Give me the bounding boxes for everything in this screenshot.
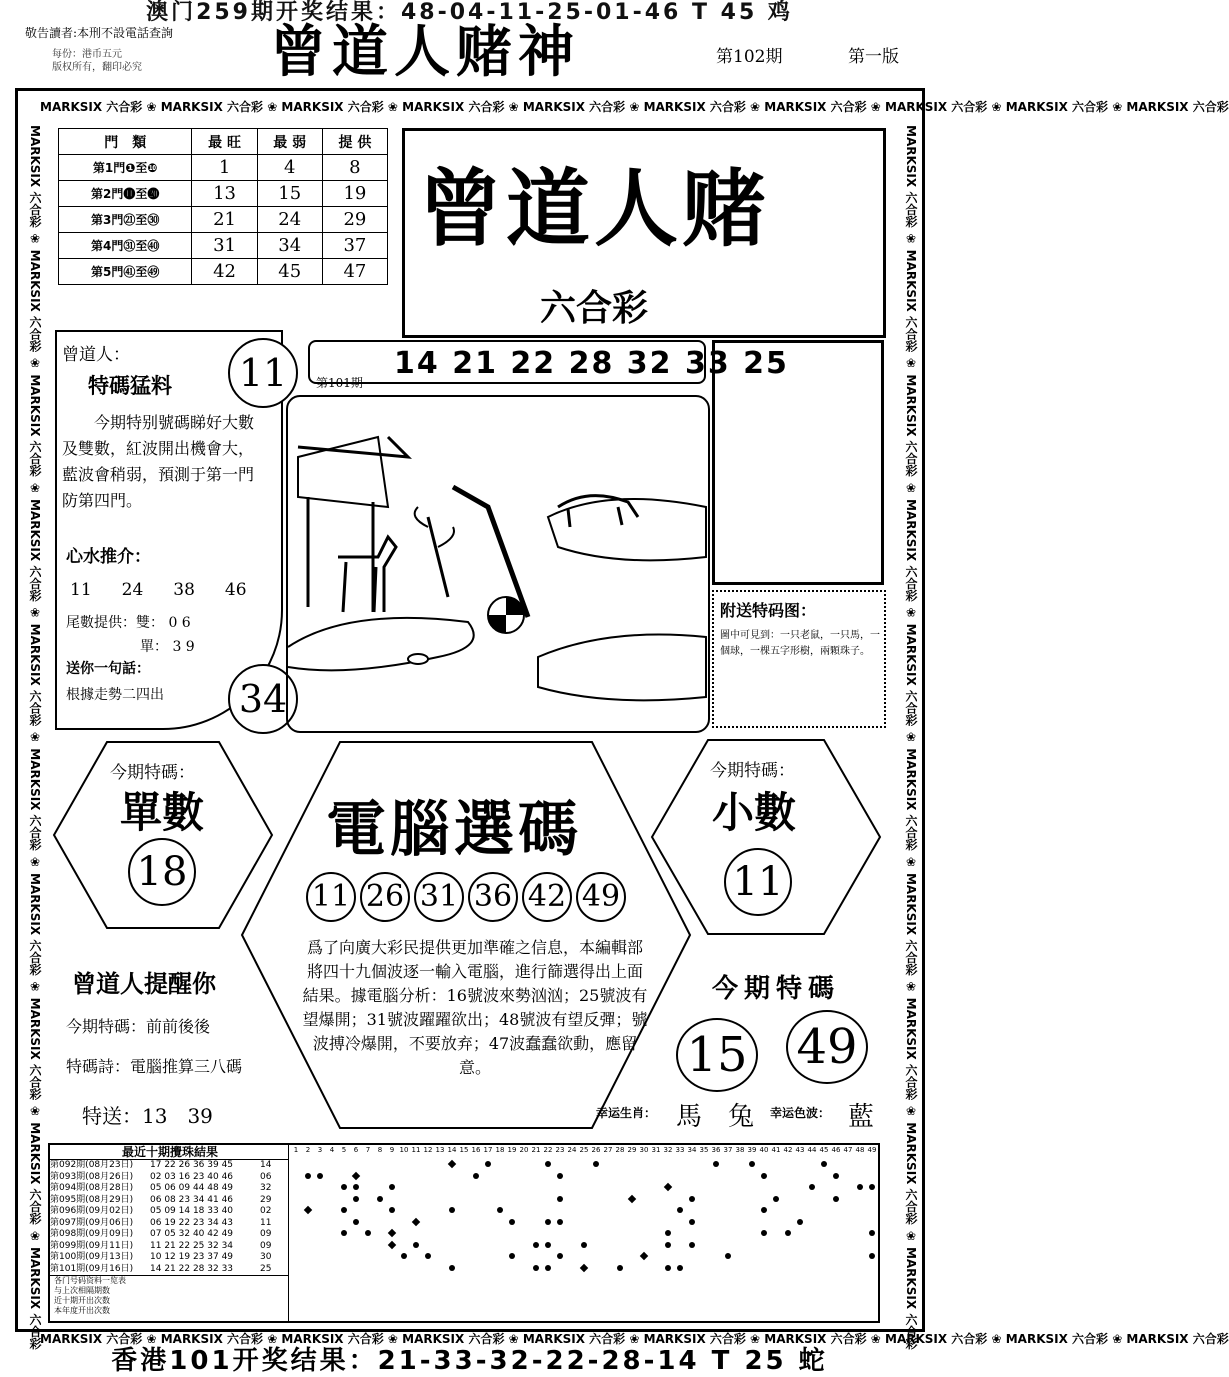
grid-mark xyxy=(304,1206,312,1214)
grid-header-number: 9 xyxy=(389,1146,395,1154)
rights-line: 版权所有，翻印必究 xyxy=(52,62,142,73)
grid-header-number: 8 xyxy=(377,1146,383,1154)
grid-header-number: 6 xyxy=(353,1146,359,1154)
right-hex-value: 小數 xyxy=(712,788,797,837)
grid-header-number: 12 xyxy=(423,1146,433,1154)
grid-header-number: 38 xyxy=(735,1146,745,1154)
logo-subtitle: 六合彩 xyxy=(540,288,649,329)
grid-mark xyxy=(352,1171,360,1179)
grid-mark xyxy=(341,1230,347,1236)
grid-header-number: 33 xyxy=(675,1146,685,1154)
grid-mark xyxy=(761,1207,767,1213)
last-result-numbers: 14 21 22 28 32 33 25 xyxy=(394,346,789,381)
draw-footer xyxy=(50,1275,288,1316)
grid-mark xyxy=(425,1253,431,1259)
grid-header-number: 34 xyxy=(687,1146,697,1154)
grid-mark xyxy=(377,1196,383,1202)
grid-header-number: 31 xyxy=(651,1146,661,1154)
grid-mark xyxy=(401,1253,407,1259)
grid-header-number: 43 xyxy=(795,1146,805,1154)
computer-num: 26 xyxy=(360,872,410,922)
tail-double: 0 6 xyxy=(168,615,191,631)
left-hex-value: 單數 xyxy=(120,788,205,837)
grid-header-number: 27 xyxy=(603,1146,613,1154)
grid-mark xyxy=(869,1230,875,1236)
left-hex-label: 今期特碼： xyxy=(110,763,195,783)
grid-mark xyxy=(761,1230,767,1236)
door-low: 24 xyxy=(257,207,322,233)
tip-heading: 曾道人： xyxy=(62,345,130,365)
header-offer: 提 供 xyxy=(322,129,387,155)
grid-mark xyxy=(449,1207,455,1213)
grid-mark xyxy=(317,1173,323,1179)
draw-issue: 第098期(09月09日) xyxy=(50,1229,134,1239)
grid-mark xyxy=(869,1253,875,1259)
right-hex-number: 11 xyxy=(724,848,792,916)
draw-numbers: 05 09 14 18 33 40 xyxy=(150,1206,234,1216)
tail-single-line xyxy=(140,636,195,656)
draw-row xyxy=(50,1172,288,1184)
door-low: 15 xyxy=(257,181,322,207)
grid-mark xyxy=(821,1161,827,1167)
price-text xyxy=(52,48,142,74)
grid-mark xyxy=(545,1265,551,1271)
door-high: 21 xyxy=(192,207,257,233)
reminder-line3-label: 特送： xyxy=(82,1104,142,1128)
attach-box xyxy=(712,590,886,728)
door-offer: 29 xyxy=(322,207,387,233)
saying-text: 根據走勢二四出 xyxy=(66,687,164,703)
grid-header-number: 29 xyxy=(627,1146,637,1154)
grid-header-number: 2 xyxy=(305,1146,311,1154)
table-row xyxy=(59,181,388,207)
grid-mark xyxy=(353,1219,359,1225)
grid-mark xyxy=(557,1219,563,1225)
grid-mark xyxy=(689,1242,695,1248)
grid-mark xyxy=(833,1196,839,1202)
color-value: 藍 xyxy=(848,1102,875,1132)
reminder-line1-label: 今期特碼： xyxy=(66,1017,147,1036)
draw-special: 02 xyxy=(260,1206,272,1216)
draw-numbers: 14 21 22 28 32 33 xyxy=(150,1263,234,1274)
door-label: 第2門⓫至⓴ xyxy=(59,181,192,207)
draw-special: 30 xyxy=(260,1252,272,1262)
tail-single-label: 單： xyxy=(140,639,168,655)
grid-mark xyxy=(388,1229,396,1237)
grid-mark xyxy=(797,1219,803,1225)
door-high: 31 xyxy=(192,233,257,259)
draw-row xyxy=(50,1160,288,1172)
grid-mark xyxy=(665,1265,671,1271)
grid-mark xyxy=(725,1253,731,1259)
grid-mark xyxy=(341,1207,347,1213)
door-low: 34 xyxy=(257,233,322,259)
draw-row xyxy=(50,1218,288,1230)
computer-num: 36 xyxy=(468,872,518,922)
table-row xyxy=(59,233,388,259)
grid-mark xyxy=(557,1253,563,1259)
door-offer: 8 xyxy=(322,155,387,181)
draw-issue: 第094期(08月28日) xyxy=(50,1183,134,1193)
logo-title: 曾道人赌 xyxy=(418,160,771,258)
draw-special: 14 xyxy=(260,1160,272,1170)
special-number: 49 xyxy=(786,1010,868,1084)
grid-header-number: 35 xyxy=(699,1146,709,1154)
grid-header-number: 37 xyxy=(723,1146,733,1154)
header-category: 門 類 xyxy=(59,129,192,155)
grid-header-number: 14 xyxy=(447,1146,457,1154)
grid-header-number: 4 xyxy=(329,1146,335,1154)
draw-numbers: 10 12 19 23 37 49 xyxy=(150,1252,234,1262)
grid-header-number: 36 xyxy=(711,1146,721,1154)
computer-num: 49 xyxy=(576,872,626,922)
door-high: 1 xyxy=(192,155,257,181)
grid-mark xyxy=(545,1219,551,1225)
header-high: 最 旺 xyxy=(192,129,257,155)
bottom-circle-number: 34 xyxy=(228,664,298,734)
reminder-line1-value: 前前後後 xyxy=(146,1017,211,1036)
footer-label: 各门号码资料一览表 xyxy=(54,1276,126,1285)
reminder-line2 xyxy=(66,1054,242,1077)
reminder-line3-value: 13 39 xyxy=(142,1104,213,1128)
grid-header-number: 30 xyxy=(639,1146,649,1154)
grid-mark xyxy=(713,1161,719,1167)
grid-header-number: 22 xyxy=(543,1146,553,1154)
door-offer: 37 xyxy=(322,233,387,259)
grid-header-number: 48 xyxy=(855,1146,865,1154)
computer-num: 31 xyxy=(414,872,464,922)
table-row xyxy=(59,207,388,233)
draw-numbers: 07 05 32 40 42 49 xyxy=(150,1229,234,1239)
tail-double-line xyxy=(66,612,191,632)
grid-mark xyxy=(353,1196,359,1202)
door-offer: 47 xyxy=(322,259,387,285)
grid-mark xyxy=(557,1173,563,1179)
grid-header-number: 13 xyxy=(435,1146,445,1154)
door-low: 4 xyxy=(257,155,322,181)
grid-header-number: 23 xyxy=(555,1146,565,1154)
top-result-banner: 澳门259期开奖结果：48-04-11-25-01-46 T 45 鸡 xyxy=(146,0,793,25)
doors-table xyxy=(58,128,388,285)
price-line: 每份：港币五元 xyxy=(52,49,122,60)
grid-header-number: 21 xyxy=(531,1146,541,1154)
draw-special: 06 xyxy=(260,1171,272,1182)
grid-mark xyxy=(665,1230,671,1236)
draw-special: 29 xyxy=(260,1194,272,1205)
draw-issue: 第095期(08月29日) xyxy=(50,1194,134,1205)
grid-mark xyxy=(448,1160,456,1168)
draw-row xyxy=(50,1195,288,1207)
draw-special: 25 xyxy=(260,1263,272,1274)
edition-label: 第一版 xyxy=(848,47,899,67)
grid-header-number: 18 xyxy=(495,1146,505,1154)
draw-issue: 第097期(09月06日) xyxy=(50,1217,134,1228)
grid-mark xyxy=(449,1265,455,1271)
draw-rows xyxy=(50,1160,288,1275)
draw-numbers: 06 08 23 34 41 46 xyxy=(150,1194,234,1205)
recommend-num: 46 xyxy=(224,580,247,600)
grid-header-number: 42 xyxy=(783,1146,793,1154)
grid-header-number: 47 xyxy=(843,1146,853,1154)
grid-mark xyxy=(664,1183,672,1191)
reminder-line3 xyxy=(82,1100,213,1129)
door-offer: 19 xyxy=(322,181,387,207)
grid-mark xyxy=(665,1242,671,1248)
bottom-result-banner: 香港101开奖结果：21-33-32-22-28-14 T 25 蛇 xyxy=(111,1346,828,1376)
grid-header-number: 11 xyxy=(411,1146,421,1154)
tail-single: 3 9 xyxy=(172,639,195,655)
grid-header-number: 19 xyxy=(507,1146,517,1154)
grid-header-number: 16 xyxy=(471,1146,481,1154)
grid-mark xyxy=(485,1161,491,1167)
right-logo-strip: MARKSIX 六合彩 ❀ MARKSIX 六合彩 ❀ MARKSIX 六合彩 ❀ MARKSIX 六合彩 ❀ MARKSIX 六合彩 ❀ MARKSIX 六合彩 ❀ MARKSIX 六合彩 ❀ MARKSIX 六合彩 ❀ MARKSIX 六合彩 ❀ MARKSIX 六合彩 xyxy=(904,125,918,1350)
grid-mark xyxy=(761,1173,767,1179)
grid-mark xyxy=(640,1252,648,1260)
grid-header-number: 45 xyxy=(819,1146,829,1154)
color-label: 幸运色波： xyxy=(770,1106,831,1120)
riddle-illustration xyxy=(288,397,708,731)
recommend-num: 38 xyxy=(173,580,195,600)
grid-header-number: 44 xyxy=(807,1146,817,1154)
zodiac-value: 馬 兔 xyxy=(676,1102,755,1132)
footer-label: 与上次相隔期数 xyxy=(54,1286,110,1295)
footer-label: 近十期开出次数 xyxy=(54,1296,110,1305)
grid-mark xyxy=(413,1242,419,1248)
ball-icon xyxy=(488,597,524,633)
grid-header-number: 49 xyxy=(867,1146,877,1154)
grid-header-number: 15 xyxy=(459,1146,469,1154)
horse-icon xyxy=(338,537,396,612)
grid-mark xyxy=(341,1184,347,1190)
grid-header-number: 1 xyxy=(293,1146,299,1154)
draw-row xyxy=(50,1229,288,1241)
draw-issue: 第100期(09月13日) xyxy=(50,1252,134,1262)
zodiac-label: 幸运生肖： xyxy=(596,1106,657,1120)
draw-special: 09 xyxy=(260,1229,272,1239)
draw-numbers: 06 19 22 23 34 43 xyxy=(150,1217,234,1228)
footer-label: 本年度开出次数 xyxy=(54,1306,110,1315)
reminder-line2-value: 電腦推算三八碼 xyxy=(130,1057,243,1076)
draw-row xyxy=(50,1206,288,1218)
grid-mark xyxy=(509,1219,515,1225)
grid-mark xyxy=(857,1184,863,1190)
draw-numbers: 17 22 26 36 39 45 xyxy=(150,1160,234,1170)
riddle-picture xyxy=(286,395,710,733)
reminder-line2-label: 特碼詩： xyxy=(66,1057,131,1076)
left-hex-number: 18 xyxy=(128,838,196,906)
tip-circle-number: 11 xyxy=(228,338,298,408)
draw-row xyxy=(50,1183,288,1195)
grid-mark xyxy=(365,1230,371,1236)
draw-issue: 第092期(08月23日) xyxy=(50,1160,134,1170)
table-header-row xyxy=(59,129,388,155)
grid-mark xyxy=(869,1184,875,1190)
grid-mark xyxy=(545,1242,551,1248)
grid-mark xyxy=(388,1240,396,1248)
grid-mark xyxy=(749,1161,755,1167)
issue-number: 第102期 xyxy=(716,47,783,67)
grid-header-number: 26 xyxy=(591,1146,601,1154)
attach-title: 附送特码图： xyxy=(720,601,817,620)
mouse-icon xyxy=(408,654,428,664)
header-low: 最 弱 xyxy=(257,129,322,155)
draw-row xyxy=(50,1252,288,1264)
grid-header-number: 32 xyxy=(663,1146,673,1154)
grid-mark xyxy=(545,1161,551,1167)
grid-mark xyxy=(689,1196,695,1202)
grid-mark xyxy=(809,1184,815,1190)
recent-draws-table xyxy=(48,1143,880,1323)
grid-header-number: 28 xyxy=(615,1146,625,1154)
door-low: 45 xyxy=(257,259,322,285)
grid-mark xyxy=(677,1207,683,1213)
computer-num: 42 xyxy=(522,872,572,922)
grid-header-number: 17 xyxy=(483,1146,493,1154)
grid-mark xyxy=(581,1242,587,1248)
grid-mark xyxy=(557,1196,563,1202)
grid-mark xyxy=(412,1217,420,1225)
door-label: 第1門❶至❿ xyxy=(59,155,192,181)
grid-mark xyxy=(533,1265,539,1271)
draw-special: 11 xyxy=(260,1217,272,1228)
notice-text: 敬告讀者:本刑不設電話查詢 xyxy=(25,26,174,40)
table-row xyxy=(59,155,388,181)
draw-issue: 第099期(09月11日) xyxy=(50,1240,134,1251)
grid-mark xyxy=(389,1207,395,1213)
table-row xyxy=(59,259,388,285)
draw-issue: 第101期(09月16日) xyxy=(50,1263,134,1274)
grid-mark xyxy=(833,1173,839,1179)
grid-header-number: 10 xyxy=(399,1146,409,1154)
draws-title: 最近十期攪珠結果 xyxy=(121,1145,218,1159)
grid-mark xyxy=(305,1173,311,1179)
grid-header-number: 40 xyxy=(759,1146,769,1154)
special-number: 15 xyxy=(676,1018,758,1092)
grid-mark xyxy=(677,1265,683,1271)
draws-left-panel xyxy=(50,1145,289,1321)
draw-numbers: 11 21 22 25 32 34 xyxy=(150,1240,234,1251)
grid-mark xyxy=(593,1161,599,1167)
grid-header-number: 5 xyxy=(341,1146,347,1154)
grid-header-number: 20 xyxy=(519,1146,529,1154)
reminder-title: 曾道人提醒你 xyxy=(72,969,216,998)
special-title: 今期特碼 xyxy=(712,974,841,1004)
draw-row xyxy=(50,1264,288,1276)
grid-header-number: 41 xyxy=(771,1146,781,1154)
right-hex-label: 今期特碼： xyxy=(710,761,795,781)
draw-issue: 第093期(08月26日) xyxy=(50,1171,134,1182)
door-label: 第4門㉛至㊵ xyxy=(59,233,192,259)
recommend-num: 24 xyxy=(121,580,144,600)
bottom-logo-strip: MARKSIX 六合彩 ❀ MARKSIX 六合彩 ❀ MARKSIX 六合彩 ❀ MARKSIX 六合彩 ❀ MARKSIX 六合彩 ❀ MARKSIX 六合彩 ❀ MARKSIX 六合彩 ❀ MARKSIX 六合彩 ❀ MARKSIX 六合彩 ❀ MARKSIX 六合彩 xyxy=(40,1332,1229,1346)
left-logo-strip: MARKSIX 六合彩 ❀ MARKSIX 六合彩 ❀ MARKSIX 六合彩 ❀ MARKSIX 六合彩 ❀ MARKSIX 六合彩 ❀ MARKSIX 六合彩 ❀ MARKSIX 六合彩 ❀ MARKSIX 六合彩 ❀ MARKSIX 六合彩 ❀ MARKSIX 六合彩 xyxy=(28,125,42,1350)
number-grid xyxy=(290,1145,878,1321)
recommend-label: 心水推介： xyxy=(66,547,151,567)
computer-text: 爲了向廣大彩民提供更加準確之信息，本編輯部將四十九個波逐一輸入電腦，進行篩選得出上面結果。據電腦分析：16號波來勢汹汹；25號波有望爆開；31號波躍躍欲出；48號波有望反彈；號波搏冷爆開，不要放弃；47波蠢蠢欲動，應留意。 xyxy=(302,938,648,1077)
grid-mark xyxy=(773,1196,779,1202)
grid-mark xyxy=(628,1194,636,1202)
computer-title: 電腦選碼 xyxy=(326,795,582,865)
grid-mark xyxy=(533,1242,539,1248)
grid-header-number: 46 xyxy=(831,1146,841,1154)
computer-num: 11 xyxy=(306,872,356,922)
last-result-issue: 第101期 xyxy=(316,376,363,390)
grid-header-number: 7 xyxy=(365,1146,371,1154)
door-label: 第3門㉑至㉚ xyxy=(59,207,192,233)
tip-body: 今期特别號碼睇好大數及雙數，紅波開出機會大，藍波會稍弱，預測于第一門防第四門。 xyxy=(62,413,255,510)
draw-issue: 第096期(09月02日) xyxy=(50,1206,134,1216)
grid-mark xyxy=(353,1184,359,1190)
tip-subheading: 特碼猛料 xyxy=(88,373,172,398)
grid-mark xyxy=(689,1219,695,1225)
grid-mark xyxy=(389,1184,395,1190)
grid-mark xyxy=(580,1263,588,1271)
draw-special: 09 xyxy=(260,1240,272,1251)
grid-mark xyxy=(497,1207,503,1213)
tail-label: 尾數提供：雙： xyxy=(66,615,164,631)
draw-row xyxy=(50,1241,288,1253)
door-high: 42 xyxy=(192,259,257,285)
door-high: 13 xyxy=(192,181,257,207)
grid-header-number: 3 xyxy=(317,1146,323,1154)
grid-mark xyxy=(617,1265,623,1271)
draw-special: 32 xyxy=(260,1183,272,1193)
grid-mark xyxy=(509,1253,515,1259)
top-logo-strip: MARKSIX 六合彩 ❀ MARKSIX 六合彩 ❀ MARKSIX 六合彩 ❀ MARKSIX 六合彩 ❀ MARKSIX 六合彩 ❀ MARKSIX 六合彩 ❀ MARKSIX 六合彩 ❀ MARKSIX 六合彩 ❀ MARKSIX 六合彩 ❀ MARKSIX 六合彩 xyxy=(40,100,1229,114)
recommend-numbers xyxy=(70,580,270,600)
grid-header-number: 39 xyxy=(747,1146,757,1154)
computer-numbers xyxy=(306,872,626,922)
recommend-num: 11 xyxy=(70,580,92,600)
attach-text: 圖中可見到：一只老鼠，一只馬，一個球，一棵五字形樹，兩顆珠子。 xyxy=(720,630,880,657)
grid-mark xyxy=(785,1230,791,1236)
reminder-line1 xyxy=(66,1014,210,1037)
door-label: 第5門㊶至㊾ xyxy=(59,259,192,285)
grid-mark xyxy=(473,1173,479,1179)
grid-header-number: 25 xyxy=(579,1146,589,1154)
draw-numbers: 02 03 16 23 40 46 xyxy=(150,1171,234,1182)
grid-header-number: 24 xyxy=(567,1146,577,1154)
draw-numbers: 05 06 09 44 48 49 xyxy=(150,1183,234,1193)
masthead-title: 曾道人赌神 xyxy=(270,19,580,85)
saying-label: 送你一句話： xyxy=(66,661,150,677)
